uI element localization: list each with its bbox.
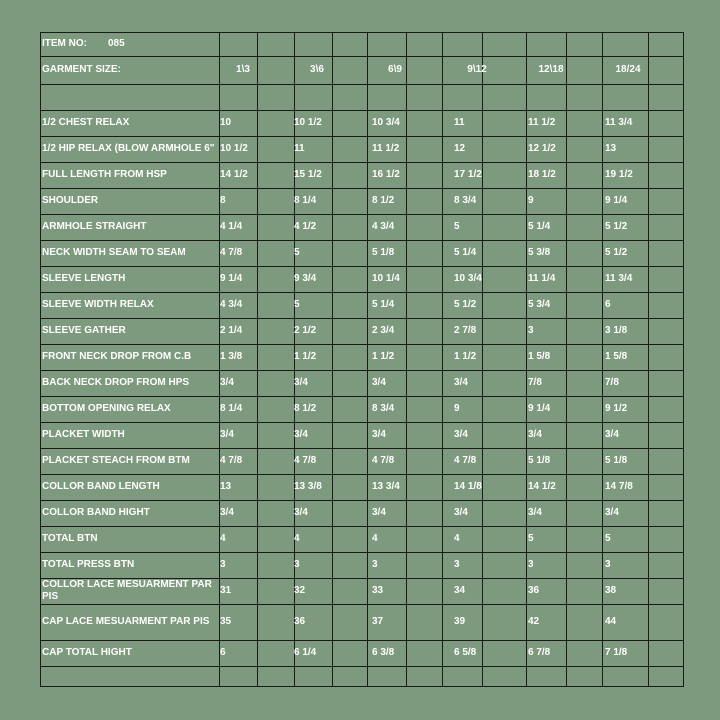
row-value: 9	[454, 403, 460, 414]
row-value: 12 1/2	[528, 143, 556, 154]
row-value: 5 1/4	[528, 221, 551, 232]
row-value: 8 1/2	[372, 195, 395, 206]
row-value: 4	[220, 533, 226, 544]
row-value: 5	[528, 533, 534, 544]
row-value: 5	[454, 221, 460, 232]
row-value: 3/4	[372, 507, 386, 518]
row-value: 1 1/2	[372, 351, 395, 362]
row-value: 6	[605, 299, 611, 310]
row-value: 19 1/2	[605, 169, 633, 180]
row-value: 1 1/2	[294, 351, 317, 362]
measurement-spec-sheet	[40, 32, 684, 687]
row-value: 10	[220, 117, 232, 128]
row-value: 3/4	[605, 507, 619, 518]
row-value: 13 3/4	[372, 481, 400, 492]
row-value: 7/8	[528, 377, 542, 388]
row-value: 5 1/8	[372, 247, 395, 258]
row-value: 32	[294, 585, 306, 596]
row-value: 7 1/8	[605, 647, 628, 658]
row-value: 14 1/8	[454, 481, 482, 492]
garment-size-label: GARMENT SIZE:	[42, 64, 121, 75]
row-value: 4 7/8	[294, 455, 317, 466]
row-value: 13 3/8	[294, 481, 322, 492]
row-value: 3/4	[454, 429, 468, 440]
row-value: 5 1/2	[605, 247, 628, 258]
item-number-label: ITEM NO:	[42, 38, 87, 49]
row-label: NECK WIDTH SEAM TO SEAM	[42, 247, 186, 258]
row-value: 9	[528, 195, 534, 206]
row-value: 4	[372, 533, 378, 544]
row-label: SLEEVE LENGTH	[42, 273, 126, 284]
row-value: 42	[528, 616, 540, 627]
row-value: 4	[454, 533, 460, 544]
row-label: SHOULDER	[42, 195, 99, 206]
row-value: 35	[220, 616, 232, 627]
row-value: 3/4	[372, 377, 386, 388]
row-value: 5 1/2	[605, 221, 628, 232]
row-value: 10 3/4	[372, 117, 400, 128]
row-value: 11 3/4	[605, 273, 633, 284]
row-value: 13	[220, 481, 232, 492]
row-value: 4 1/4	[220, 221, 243, 232]
row-value: 6 1/4	[294, 647, 317, 658]
row-value: 4	[294, 533, 300, 544]
row-value: 4 7/8	[372, 455, 395, 466]
row-value: 5 1/8	[605, 455, 628, 466]
row-label: BACK NECK DROP FROM HPS	[42, 377, 190, 388]
size-header-3: 6\9	[388, 64, 402, 75]
row-value: 4 1/2	[294, 221, 317, 232]
row-value: 8 3/4	[454, 195, 477, 206]
row-value: 13	[605, 143, 617, 154]
row-value: 3 1/8	[605, 325, 628, 336]
row-label: COLLOR BAND LENGTH	[42, 481, 160, 492]
row-label: FULL LENGTH FROM HSP	[42, 169, 167, 180]
row-label: CAP LACE MESUARMENT PAR PIS	[42, 616, 210, 627]
row-value: 10 1/2	[220, 143, 248, 154]
row-value: 44	[605, 616, 617, 627]
row-value: 18 1/2	[528, 169, 556, 180]
size-header-5: 12\18	[538, 64, 564, 75]
row-label: 1/2 HIP RELAX (BLOW ARMHOLE 6"	[42, 143, 215, 154]
row-value: 1 1/2	[454, 351, 477, 362]
row-value: 5	[294, 299, 300, 310]
row-value: 3/4	[220, 377, 234, 388]
row-label: TOTAL BTN	[42, 533, 98, 544]
row-value: 3	[294, 559, 300, 570]
row-value: 36	[528, 585, 540, 596]
row-value: 11	[454, 117, 465, 128]
row-label: COLLOR LACE MESUARMENT PAR PIS	[42, 579, 212, 602]
row-value: 1 5/8	[605, 351, 628, 362]
size-header-6: 18/24	[615, 64, 641, 75]
row-value: 33	[372, 585, 384, 596]
row-value: 11 3/4	[605, 117, 633, 128]
row-value: 2 1/4	[220, 325, 243, 336]
row-value: 1 5/8	[528, 351, 551, 362]
row-value: 4 7/8	[454, 455, 477, 466]
row-value: 10 1/4	[372, 273, 400, 284]
row-value: 2 7/8	[454, 325, 477, 336]
row-label: SLEEVE GATHER	[42, 325, 126, 336]
row-value: 3/4	[372, 429, 386, 440]
row-value: 17 1/2	[454, 169, 482, 180]
row-value: 4 7/8	[220, 455, 243, 466]
row-value: 15 1/2	[294, 169, 322, 180]
row-value: 14 7/8	[605, 481, 633, 492]
row-label: PLACKET WIDTH	[42, 429, 125, 440]
size-header-1: 1\3	[236, 64, 250, 75]
row-label: ARMHOLE STRAIGHT	[42, 221, 147, 232]
row-value: 39	[454, 616, 466, 627]
row-value: 3/4	[528, 429, 542, 440]
row-value: 16 1/2	[372, 169, 400, 180]
row-label: CAP TOTAL HIGHT	[42, 647, 132, 658]
row-value: 9 3/4	[294, 273, 317, 284]
size-header-2: 3\6	[310, 64, 324, 75]
row-value: 3/4	[294, 377, 308, 388]
row-value: 6 3/8	[372, 647, 395, 658]
row-value: 3	[220, 559, 226, 570]
row-value: 3	[605, 559, 611, 570]
row-value: 8 1/4	[294, 195, 317, 206]
row-label: BOTTOM OPENING RELAX	[42, 403, 171, 414]
row-value: 3/4	[605, 429, 619, 440]
row-value: 5 1/4	[454, 247, 477, 258]
row-value: 11 1/4	[528, 273, 556, 284]
row-value: 36	[294, 616, 306, 627]
row-value: 1 3/8	[220, 351, 243, 362]
row-label: 1/2 CHEST RELAX	[42, 117, 130, 128]
row-value: 5 1/2	[454, 299, 477, 310]
row-label: SLEEVE WIDTH RELAX	[42, 299, 154, 310]
row-value: 5 3/8	[528, 247, 551, 258]
row-label: TOTAL PRESS BTN	[42, 559, 135, 570]
row-value: 10 3/4	[454, 273, 482, 284]
row-value: 3	[528, 325, 534, 336]
row-value: 5 1/8	[528, 455, 551, 466]
row-value: 3/4	[220, 429, 234, 440]
row-value: 6 7/8	[528, 647, 551, 658]
row-value: 2 3/4	[372, 325, 395, 336]
row-value: 11 1/2	[372, 143, 400, 154]
row-value: 2 1/2	[294, 325, 317, 336]
row-value: 3	[372, 559, 378, 570]
row-value: 5 3/4	[528, 299, 551, 310]
row-value: 11	[294, 143, 305, 154]
row-value: 7/8	[605, 377, 619, 388]
row-value: 3	[454, 559, 460, 570]
row-value: 3/4	[528, 507, 542, 518]
row-value: 10 1/2	[294, 117, 322, 128]
row-value: 12	[454, 143, 466, 154]
row-value: 3/4	[294, 429, 308, 440]
row-value: 3/4	[454, 507, 468, 518]
row-value: 38	[605, 585, 617, 596]
row-value: 9 1/2	[605, 403, 628, 414]
row-value: 3	[528, 559, 534, 570]
row-value: 3/4	[294, 507, 308, 518]
size-header-4: 9\12	[467, 64, 487, 75]
row-value: 5	[605, 533, 611, 544]
row-value: 5 1/4	[372, 299, 395, 310]
row-label: PLACKET STEACH FROM BTM	[42, 455, 190, 466]
row-value: 4 3/4	[220, 299, 243, 310]
row-value: 8 1/4	[220, 403, 243, 414]
row-value: 6	[220, 647, 226, 658]
row-value: 8 1/2	[294, 403, 317, 414]
row-value: 14 1/2	[220, 169, 248, 180]
row-value: 4 3/4	[372, 221, 395, 232]
row-value: 37	[372, 616, 384, 627]
row-value: 31	[220, 585, 232, 596]
row-value: 9 1/4	[605, 195, 628, 206]
row-label: FRONT NECK DROP FROM C.B	[42, 351, 192, 362]
row-value: 9 1/4	[220, 273, 243, 284]
row-value: 34	[454, 585, 466, 596]
row-value: 6 5/8	[454, 647, 477, 658]
item-number-value: 085	[108, 38, 125, 49]
row-value: 8 3/4	[372, 403, 395, 414]
row-value: 5	[294, 247, 300, 258]
row-label: COLLOR BAND HIGHT	[42, 507, 150, 518]
row-value: 3/4	[220, 507, 234, 518]
row-value: 3/4	[454, 377, 468, 388]
row-value: 14 1/2	[528, 481, 556, 492]
row-value: 9 1/4	[528, 403, 551, 414]
row-value: 11 1/2	[528, 117, 556, 128]
row-value: 8	[220, 195, 226, 206]
row-value: 4 7/8	[220, 247, 243, 258]
